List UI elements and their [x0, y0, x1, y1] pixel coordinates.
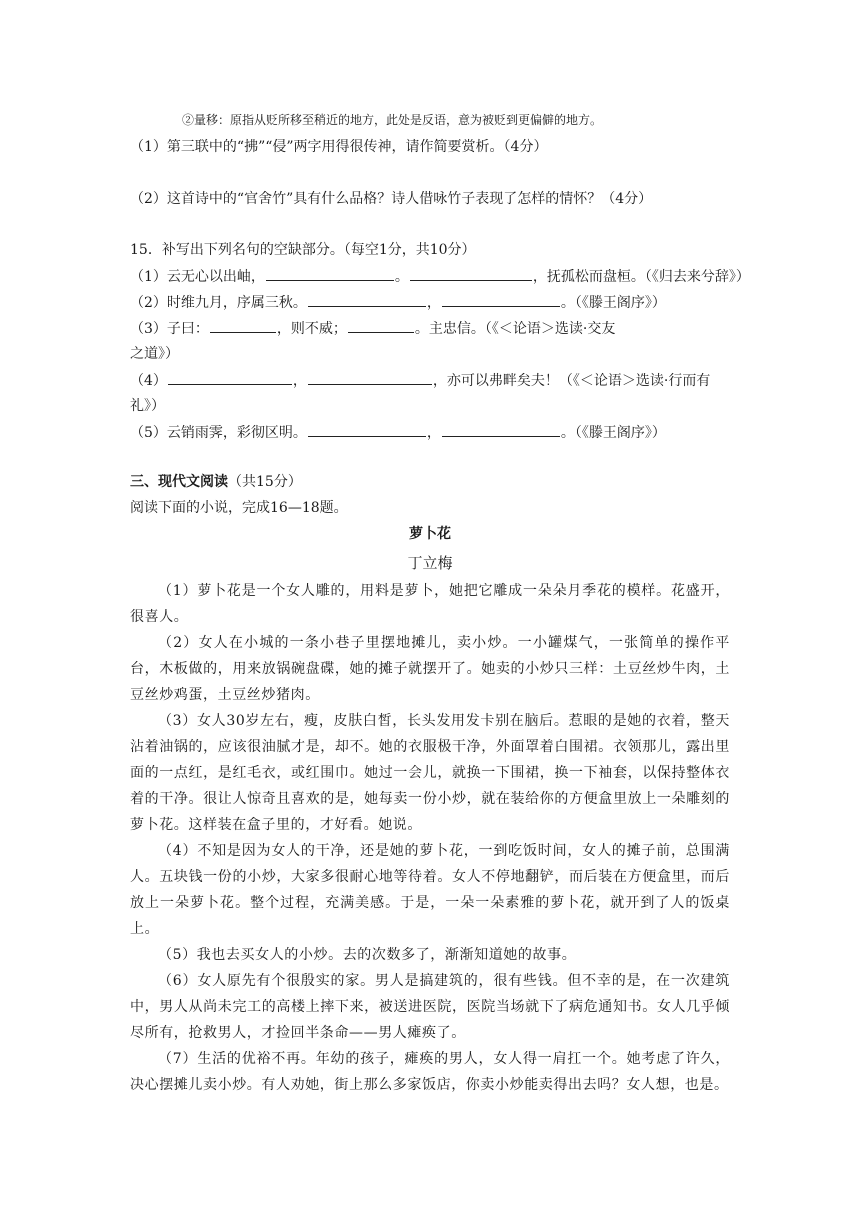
question-15-item-5 — [130, 422, 666, 443]
question-15-item-4 — [130, 370, 710, 391]
story-body — [130, 578, 730, 1098]
item-text: （2）时维九月，序属三秋。 — [130, 295, 307, 311]
answer-blank[interactable] — [266, 266, 394, 281]
item-text: ，抚孤松而盘桓。（《归去来兮辞》） — [532, 269, 750, 285]
story-paragraph-3: （3）女人30岁左右，瘦，皮肤白皙，长头发用发卡别在脑后。惹眼的是她的衣着，整天沾着油锅的，应该很油腻才是，却不。她的衣服极干净，外面罩着白围裙。衣领那儿，露出里面的一点红，是红毛衣，或红围巾。她过一会儿，就换一下围裙，换一下袖套，以保持整体衣着的干净。很让人惊奇且喜欢的是，她每卖一份小炒，就在装给你的方便盒里放上一朵雕刻的萝卜花。这样装在盒子里的，才好看。她说。 — [130, 713, 730, 833]
story-title: 萝卜花 — [409, 526, 451, 542]
story-paragraph-1: （1）萝卜花是一个女人雕的，用料是萝卜，她把它雕成一朵朵月季花的模样。花盛开，很喜人。 — [130, 583, 730, 625]
story-paragraph-2: （2）女人在小城的一条小巷子里摆地摊儿，卖小炒。一小罐煤气，一张简单的操作平台，木板做的，用来放锅碗盘碟，她的摊子就摆开了。她卖的小炒只三样：土豆丝炒牛肉，土豆丝炒鸡蛋，土豆丝炒猪肉。 — [130, 635, 730, 703]
item-text: ， — [426, 295, 441, 311]
question-15-item-4-cont: 礼》） — [130, 398, 165, 414]
section-3-instruction: 阅读下面的小说，完成16—18题。 — [130, 500, 348, 516]
section-3-score: （共15分） — [228, 474, 302, 490]
question-14-2: （2）这首诗中的“官舍竹”具有什么品格？诗人借咏竹子表现了怎样的情怀？（4分） — [130, 191, 653, 207]
answer-blank[interactable] — [210, 318, 276, 333]
item-text: （5）云销雨霁，彩彻区明。 — [130, 425, 307, 441]
question-15-item-1 — [130, 266, 750, 287]
item-text: ，亦可以弗畔矣夫！（《＜论语＞选读·行而有 — [432, 373, 711, 389]
question-14-1: （1）第三联中的“拂”“侵”两字用得很传神，请作简要赏析。（4分） — [130, 139, 548, 155]
answer-blank[interactable] — [308, 370, 432, 385]
answer-blank[interactable] — [308, 422, 426, 437]
answer-blank[interactable] — [168, 370, 292, 385]
item-text: ，则不威； — [276, 321, 347, 337]
answer-blank[interactable] — [442, 422, 560, 437]
question-15-item-2 — [130, 292, 666, 313]
footnote-liangyi: ②量移：原指从贬所移至稍近的地方，此处是反语，意为被贬到更偏僻的地方。 — [182, 113, 603, 127]
item-text: ， — [292, 373, 307, 389]
item-text: 。 — [394, 269, 409, 285]
answer-blank[interactable] — [308, 292, 426, 307]
item-text: （4） — [130, 373, 167, 389]
item-text: （3）子曰： — [130, 321, 209, 337]
item-text: 。主忠信。（《＜论语＞选读·交友 — [414, 321, 616, 337]
story-paragraph-7: （7）生活的优裕不再。年幼的孩子，瘫痪的男人，女人得一肩扛一个。她考虑了许久，决心摆摊儿卖小炒。有人劝她，街上那么多家饭店，你卖小炒能卖得出去吗？女人想，也是。 — [130, 1051, 730, 1093]
item-text: （1）云无心以出岫， — [130, 269, 265, 285]
section-3-title: 三、现代文阅读 — [130, 474, 228, 490]
story-paragraph-4: （4）不知是因为女人的干净，还是她的萝卜花，一到吃饭时间，女人的摊子前，总围满人。五块钱一份的小炒，大家多很耐心地等待着。女人不停地翻铲，而后装在方便盒里，而后放上一朵萝卜花。整个过程，充满美感。于是，一朵一朵素雅的萝卜花，就开到了人的饭桌上。 — [130, 843, 730, 937]
question-15-item-3-cont: 之道》） — [130, 346, 179, 362]
question-15-item-3 — [130, 318, 615, 339]
story-author: 丁立梅 — [407, 554, 453, 572]
answer-blank[interactable] — [442, 292, 560, 307]
item-text: 。（《滕王阁序》） — [560, 425, 666, 441]
answer-blank[interactable] — [410, 266, 532, 281]
answer-blank[interactable] — [348, 318, 414, 333]
item-text: 。（《滕王阁序》） — [560, 295, 666, 311]
question-15-heading: 15．补写出下列名句的空缺部分。（每空1分，共10分） — [130, 242, 476, 258]
story-paragraph-5: （5）我也去买女人的小炒。去的次数多了，渐渐知道她的故事。 — [158, 947, 577, 963]
item-text: ， — [426, 425, 441, 441]
section-3-heading — [130, 472, 302, 492]
story-paragraph-6: （6）女人原先有个很殷实的家。男人是搞建筑的，很有些钱。但不幸的是，在一次建筑中，男人从尚未完工的高楼上摔下来，被送进医院，医院当场就下了病危通知书。女人几乎倾尽所有，抢救男人，才捡回半条命——男人瘫痪了。 — [130, 973, 730, 1041]
